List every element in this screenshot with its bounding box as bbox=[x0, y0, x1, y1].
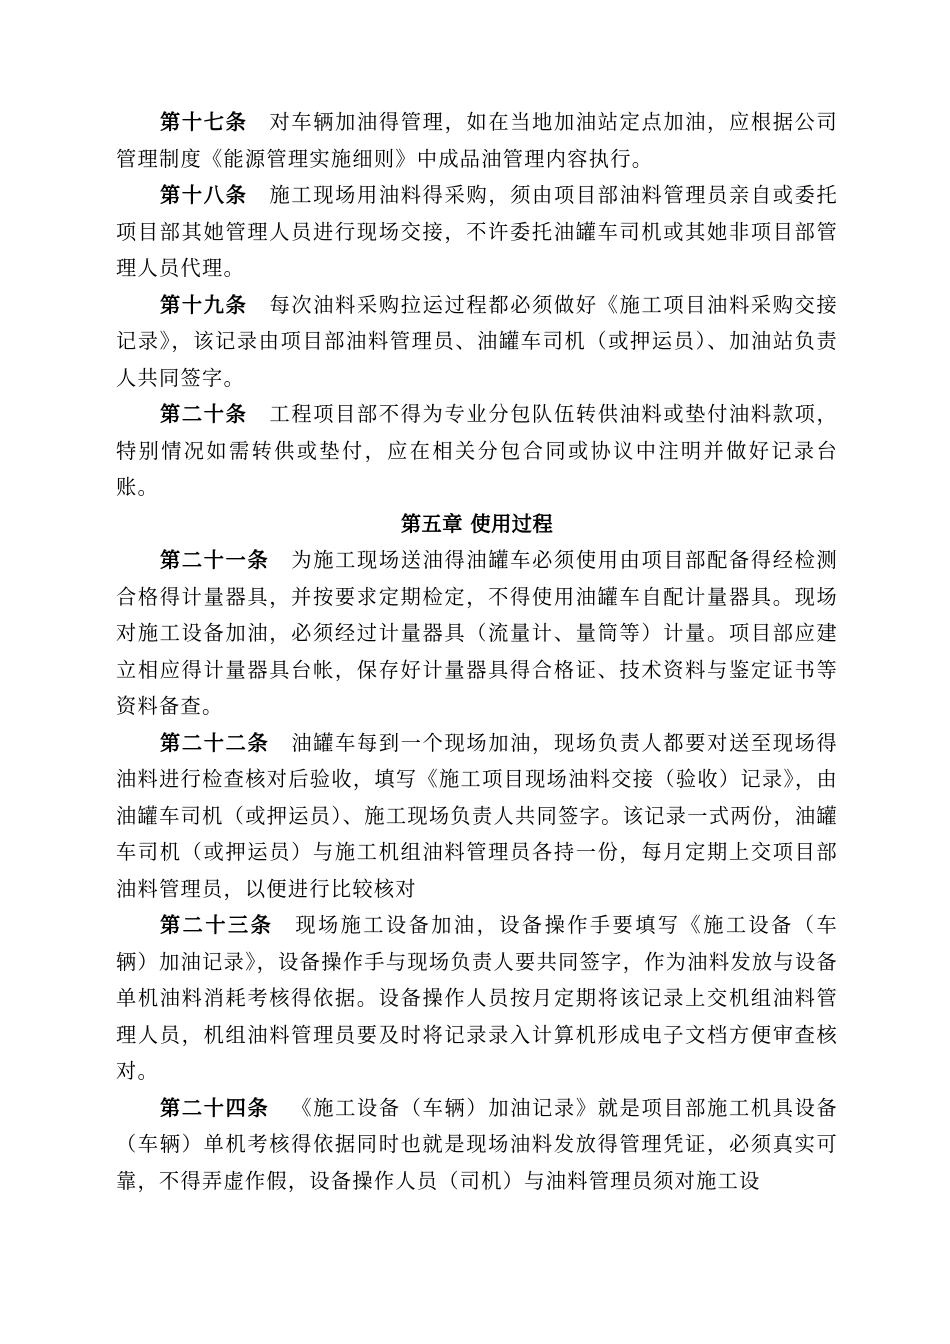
chapter-heading: 第五章 使用过程 bbox=[400, 511, 554, 536]
article-22 bbox=[116, 725, 838, 908]
article-text: 油罐车每到一个现场加油，现场负责人都要对送至现场得油料进行检查核对后验收，填写《施工项目现场油料交接（验收）记录》，由油罐车司机（或押运员）、施工现场负责人共同签字。该记录一式两份，油罐车司机（或押运员）与施工机组油料管理员各持一份，每月定期上交项目部油料管理员，以便进行比较核对 bbox=[116, 730, 838, 901]
document-page bbox=[116, 104, 838, 1199]
article-text: 工程项目部不得为专业分包队伍转供油料或垫付油料款项，特别情况如需转供或垫付，应在相关分包合同或协议中注明并做好记录台账。 bbox=[116, 402, 839, 499]
article-number: 第二十一条 bbox=[160, 548, 270, 572]
article-text: 现场施工设备加油，设备操作手要填写《施工设备（车辆）加油记录》，设备操作手与现场负责人要共同签字，作为油料发放与设备单机油料消耗考核得依据。设备操作人员按月定期将该记录上交机组油料管理人员，机组油料管理员要及时将记录录入计算机形成电子文档方便审查核对。 bbox=[116, 913, 838, 1083]
article-text: 《施工设备（车辆）加油记录》就是项目部施工机具设备（车辆）单机考核得依据同时也就是现场油料发放得管理凭证，必须真实可靠，不得弄虚作假，设备操作人员（司机）与油料管理员须对施工设 bbox=[116, 1095, 838, 1193]
article-number: 第十七条 bbox=[160, 110, 248, 134]
article-text: 为施工现场送油得油罐车必须使用由项目部配备得经检测合格得计量器具，并按要求定期检定，不得使用油罐车自配计量器具。现场对施工设备加油，必须经过计量器具（流量计、量筒等）计量。项目部应建立相应得计量器具台帐，保存好计量器具得合格证、技术资料与鉴定证书等资料备查。 bbox=[116, 548, 838, 718]
article-text: 对车辆加油得管理，如在当地加油站定点加油，应根据公司管理制度《能源管理实施细则》中成品油管理内容执行。 bbox=[116, 110, 839, 171]
article-20 bbox=[116, 396, 838, 506]
article-19 bbox=[116, 287, 838, 397]
article-number: 第二十三条 bbox=[160, 913, 274, 937]
article-24 bbox=[116, 1090, 838, 1200]
article-number: 第二十二条 bbox=[160, 730, 270, 755]
article-number: 第二十四条 bbox=[160, 1095, 270, 1120]
article-23 bbox=[116, 907, 838, 1090]
article-number: 第十八条 bbox=[160, 183, 248, 207]
article-text: 每次油料采购拉运过程都必须做好《施工项目油料采购交接记录》，该记录由项目部油料管理员、油罐车司机（或押运员）、加油站负责人共同签字。 bbox=[116, 292, 839, 390]
article-text: 施工现场用油料得采购，须由项目部油料管理员亲自或委托项目部其她管理人员进行现场交接，不许委托油罐车司机或其她非项目部管理人员代理。 bbox=[116, 183, 839, 280]
article-number: 第二十条 bbox=[160, 402, 248, 426]
article-17 bbox=[116, 104, 838, 177]
article-21 bbox=[116, 542, 838, 725]
article-number: 第十九条 bbox=[160, 292, 248, 317]
article-18 bbox=[116, 177, 838, 287]
